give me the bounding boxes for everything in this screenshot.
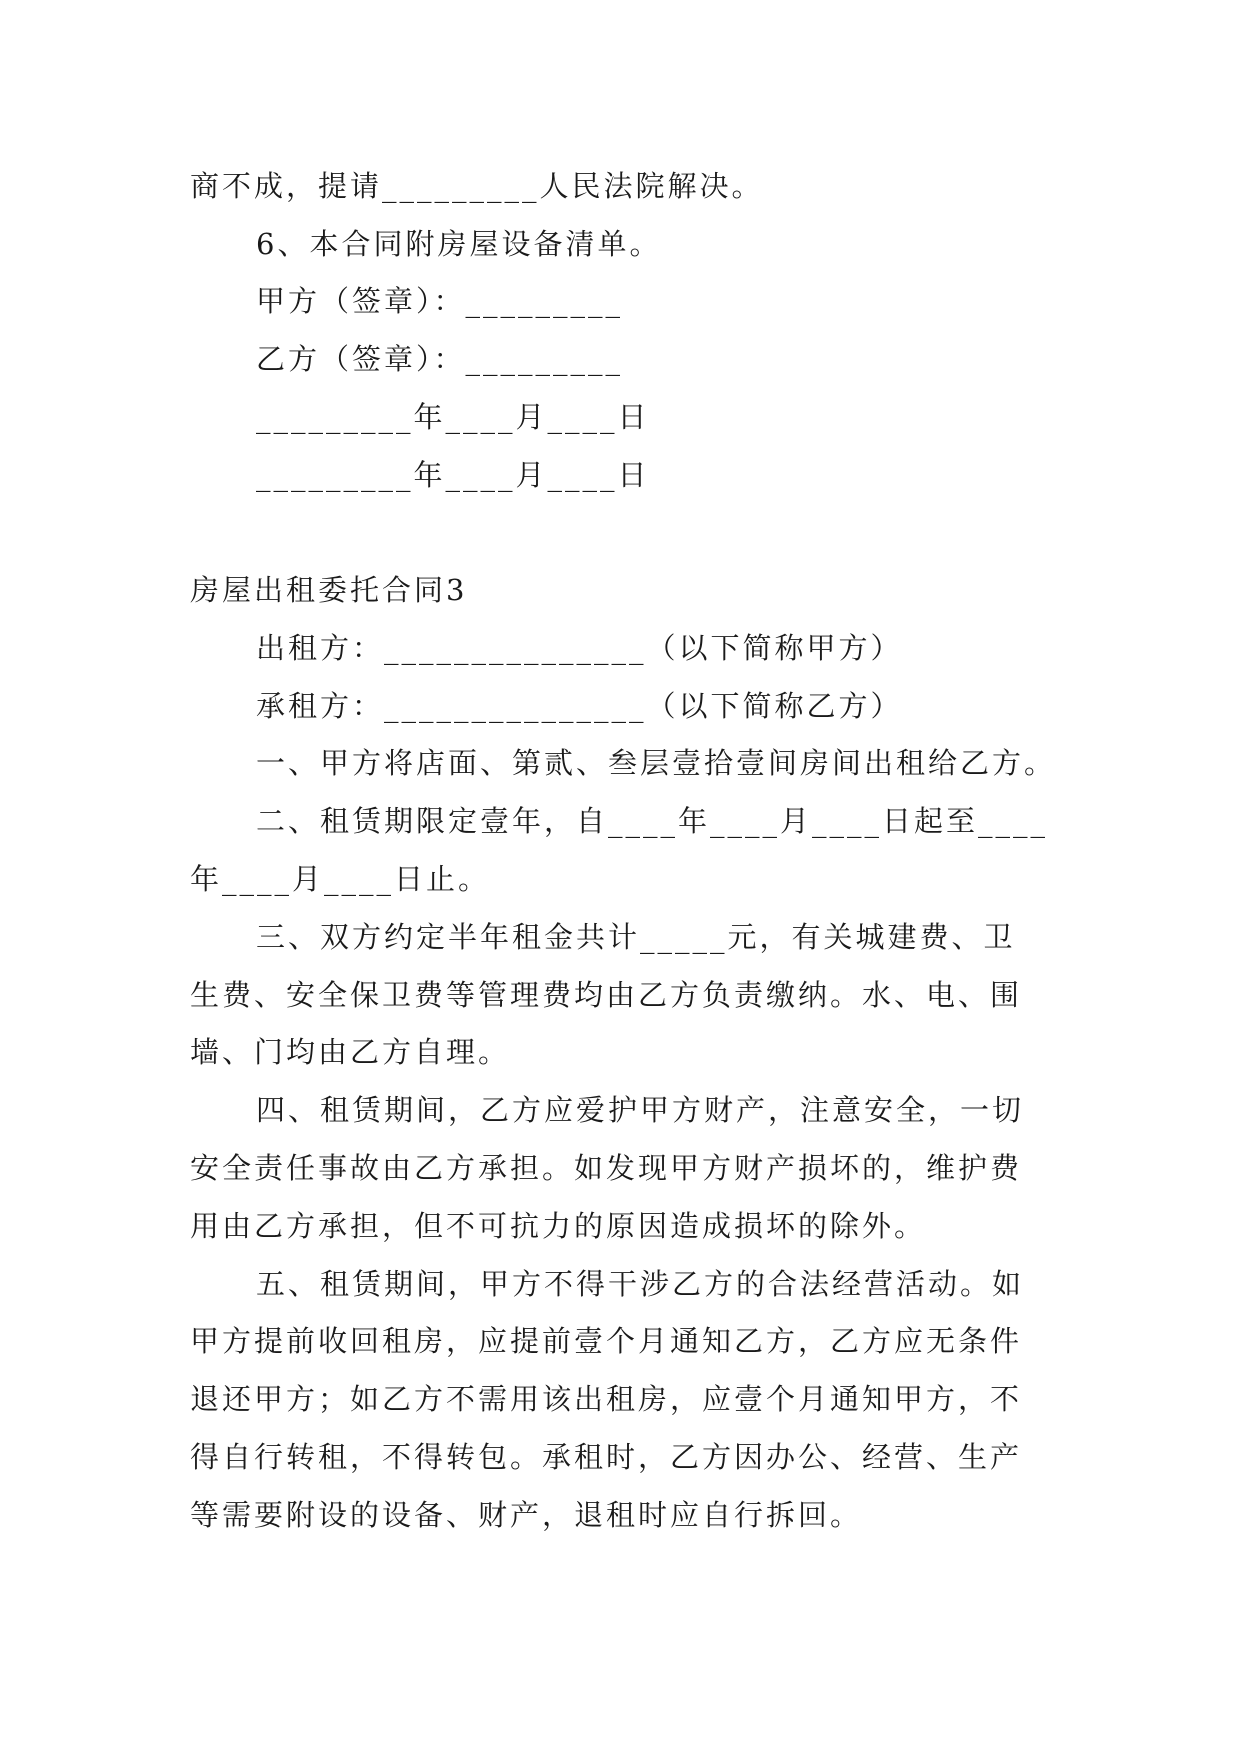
clause-2: 二、租赁期限定壹年，自____年____月____日起至____ xyxy=(256,804,1049,838)
clause-4: 四、租赁期间，乙方应爱护甲方财产，注意安全，一切 xyxy=(256,1093,1025,1127)
text-line: 甲方提前收回租房，应提前壹个月通知乙方，乙方应无条件 xyxy=(190,1324,1023,1358)
text-line: 得自行转租，不得转包。承租时，乙方因办公、经营、生产 xyxy=(190,1440,1023,1474)
text-line: 安全责任事故由乙方承担。如发现甲方财产损坏的，维护费 xyxy=(190,1151,1023,1185)
section-title: 房屋出租委托合同3 xyxy=(190,573,468,607)
text-line: 年____月____日止。 xyxy=(190,862,491,896)
text-line: 用由乙方承担，但不可抗力的原因造成损坏的除外。 xyxy=(190,1209,927,1243)
signature-line-party-a: 甲方（签章）：_________ xyxy=(256,284,624,318)
text-line: 墙、门均由乙方自理。 xyxy=(190,1035,511,1069)
clause-3: 三、双方约定半年租金共计_____元，有关城建费、卫 xyxy=(256,920,1016,954)
clause-5: 五、租赁期间，甲方不得干涉乙方的合法经营活动。如 xyxy=(256,1267,1025,1301)
date-line: _________年____月____日 xyxy=(256,458,650,492)
lessor-line: 出租方：_______________（以下简称甲方） xyxy=(256,631,903,665)
text-line: 生费、安全保卫费等管理费均由乙方负责缴纳。水、电、围 xyxy=(190,978,1023,1012)
clause-1: 一、甲方将店面、第贰、叁层壹拾壹间房间出租给乙方。 xyxy=(256,746,1057,780)
text-line: 退还甲方；如乙方不需用该出租房，应壹个月通知甲方，不 xyxy=(190,1382,1023,1416)
date-line: _________年____月____日 xyxy=(256,400,650,434)
lessee-line: 承租方：_______________（以下简称乙方） xyxy=(256,689,903,723)
signature-line-party-b: 乙方（签章）：_________ xyxy=(256,342,624,376)
text-line: 6、本合同附房屋设备清单。 xyxy=(256,227,662,261)
text-line: 等需要附设的设备、财产，退租时应自行拆回。 xyxy=(190,1498,863,1532)
text-line: 商不成，提请_________人民法院解决。 xyxy=(190,169,764,203)
